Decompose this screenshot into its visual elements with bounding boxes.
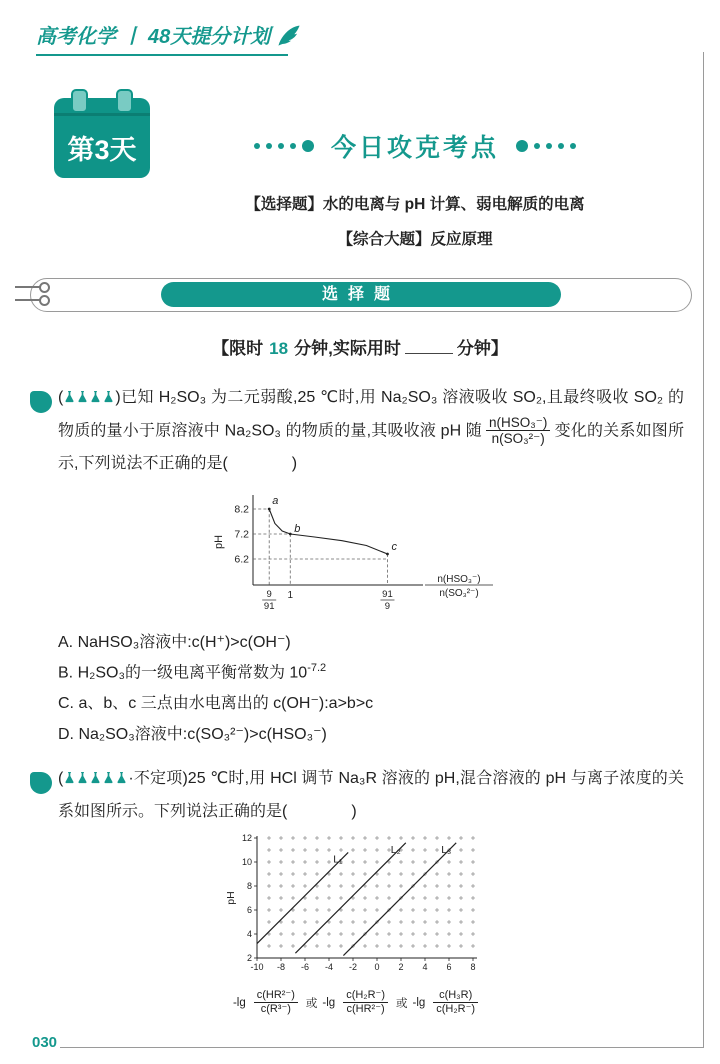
difficulty-flasks xyxy=(63,770,128,787)
option-A: A. NaHSO₃溶液中:c(H⁺)>c(OH⁻) xyxy=(58,633,291,651)
question-1-text-after: 变化的关系如图所示,下列说法不正确的是( ) xyxy=(58,422,684,472)
section-title: 选择题 xyxy=(161,282,561,307)
chart-ph-vs-ratio xyxy=(30,485,684,622)
svg-text:n(SO₃²⁻): n(SO₃²⁻) xyxy=(439,587,479,599)
binder-ring-icon xyxy=(39,282,50,293)
question-2 xyxy=(13,763,684,1016)
page-border-bottom xyxy=(60,1047,704,1048)
flask-icon xyxy=(116,771,127,784)
svg-text:-8: -8 xyxy=(276,962,286,973)
question-1-text-before: 已知 H₂SO₃ 为二元弱酸,25 ℃时,用 Na₂SO₃ 溶液吸收 SO₂,且最终吸收 SO₂ 的物质的量小于原溶液中 Na₂SO₃ 的物质的量,其吸收液 pH 随 xyxy=(58,389,684,440)
day-badge-label: 第3天 xyxy=(67,135,137,165)
calendar-binding-line xyxy=(54,113,150,116)
timer-minutes: 18 xyxy=(269,339,289,358)
svg-text:pH: pH xyxy=(225,891,237,906)
fraction-numerator: n(HSO₃⁻) xyxy=(486,415,550,432)
svg-text:7.2: 7.2 xyxy=(234,528,249,541)
difficulty-flasks xyxy=(63,389,115,406)
flask-icon xyxy=(90,390,101,403)
page-number: 030 xyxy=(32,1034,58,1051)
focus-title-row xyxy=(150,128,680,164)
flask-icon xyxy=(77,771,88,784)
svg-text:91: 91 xyxy=(382,588,393,600)
chart1-svg xyxy=(207,485,507,617)
header-series: 48天提分计划 xyxy=(148,26,271,48)
option-B: B. H₂SO₃的一级电离平衡常数为 $10^{-7.2}$ xyxy=(58,662,327,682)
question-2-text-body: 25 ℃时,用 HCl 调节 Na₃R 溶液的 pH,混合溶液的 pH 与离子浓度的关系如图所示。下列说法正确的是( ) xyxy=(58,769,684,820)
svg-text:4: 4 xyxy=(246,929,252,940)
svg-text:6: 6 xyxy=(246,905,252,916)
svg-text:-10: -10 xyxy=(250,962,264,973)
svg-text:8: 8 xyxy=(470,962,476,973)
dots-right-icon xyxy=(513,137,579,155)
question-1-options xyxy=(58,628,684,751)
flask-icon xyxy=(103,771,114,784)
day-badge xyxy=(54,98,150,178)
header-underline xyxy=(36,54,288,56)
svg-text:L₁: L₁ xyxy=(333,853,343,866)
questions-area xyxy=(13,382,684,1022)
binder-ring-icon xyxy=(39,295,50,306)
difficulty-open-paren: ( xyxy=(58,389,64,406)
svg-text:n(HSO₃⁻): n(HSO₃⁻) xyxy=(437,573,481,585)
svg-text:-4: -4 xyxy=(324,962,334,973)
svg-text:pH: pH xyxy=(213,534,225,549)
flask-icon xyxy=(103,390,114,403)
time-limit-line xyxy=(0,334,720,359)
svg-text:6: 6 xyxy=(446,962,452,973)
flask-icon xyxy=(90,771,101,784)
question-1-number-badge: 1 xyxy=(30,391,52,413)
section-banner xyxy=(30,278,692,312)
focus-line-choice: 【选择题】水的电离与 pH 计算、弱电解质的电离 xyxy=(245,196,585,213)
lg-prefix: -lg xyxy=(232,996,246,1009)
svg-text:c: c xyxy=(391,540,397,553)
actual-time-blank xyxy=(405,338,453,354)
svg-text:1: 1 xyxy=(287,589,294,601)
calendar-tab-icon xyxy=(116,89,133,113)
svg-text:91: 91 xyxy=(263,600,275,612)
svg-text:6.2: 6.2 xyxy=(234,553,249,566)
svg-text:0: 0 xyxy=(374,962,380,973)
difficulty-close-paren: ) xyxy=(115,389,121,406)
focus-line-comprehensive: 【综合大题】反应原理 xyxy=(337,231,493,248)
svg-text:L₃: L₃ xyxy=(441,844,452,857)
header-separator: 丨 xyxy=(122,26,142,48)
question-1-text xyxy=(13,382,684,481)
log-fraction-1: $\frac{\text{c(HR²⁻)}}{\text{c(R³⁻)}}$ xyxy=(254,989,298,1015)
svg-text:a: a xyxy=(272,494,279,507)
lg-prefix: -lg xyxy=(322,996,336,1009)
timer-close: 分钟】 xyxy=(456,339,508,358)
log-fraction-2: $\frac{\text{c(H₂R⁻)}}{\text{c(HR²⁻)}}$ xyxy=(343,989,388,1015)
focus-title: 今日攻克考点 xyxy=(330,134,499,162)
svg-text:10: 10 xyxy=(241,857,252,868)
difficulty-close-paren: ) xyxy=(182,769,188,787)
difficulty-open-paren: ( xyxy=(58,769,64,787)
svg-text:b: b xyxy=(294,522,301,535)
chart-ph-vs-log-ratio xyxy=(30,832,684,1015)
calendar-tab-icon xyxy=(71,89,88,113)
flask-icon xyxy=(77,390,88,403)
ratio-fraction xyxy=(486,415,550,447)
focus-lines xyxy=(150,192,680,262)
svg-text:9: 9 xyxy=(266,588,272,600)
header-brand: 高考化学 xyxy=(36,26,116,48)
svg-text:4: 4 xyxy=(422,962,428,973)
question-2-number-badge: 2 xyxy=(30,772,52,794)
timer-open: 【限时 xyxy=(212,339,264,358)
question-1 xyxy=(13,382,684,751)
or-joiner: 或 xyxy=(305,997,318,1010)
chart2-x-axis-label xyxy=(30,989,684,1015)
svg-text:L₂: L₂ xyxy=(390,844,401,857)
flask-icon xyxy=(64,390,75,403)
option-D: D. Na₂SO₃溶液中:c(SO₃²⁻)>c(HSO₃⁻) xyxy=(58,726,327,744)
difficulty-suffix: ·不定项 xyxy=(128,769,183,787)
chart2-svg xyxy=(223,832,491,982)
fraction-denominator: n(SO₃²⁻) xyxy=(491,431,545,447)
feather-icon xyxy=(276,22,302,48)
svg-text:-6: -6 xyxy=(300,962,310,973)
option-C: C. a、b、c 三点由水电离出的 c(OH⁻):a>b>c xyxy=(58,695,374,713)
svg-text:8: 8 xyxy=(246,881,252,892)
page-border-right xyxy=(703,52,704,1048)
svg-text:12: 12 xyxy=(241,833,252,844)
dots-left-icon xyxy=(251,137,317,155)
lg-prefix: -lg xyxy=(412,996,426,1009)
svg-text:-2: -2 xyxy=(348,962,358,973)
log-fraction-3: $\frac{\text{c(H₃R)}}{\text{c(H₂R⁻)}}$ xyxy=(433,989,478,1015)
svg-text:2: 2 xyxy=(398,962,404,973)
flask-icon xyxy=(64,771,75,784)
question-2-text xyxy=(13,763,684,829)
svg-text:2: 2 xyxy=(246,953,252,964)
page-header xyxy=(36,20,302,49)
svg-text:8.2: 8.2 xyxy=(234,503,249,516)
svg-text:9: 9 xyxy=(384,600,391,612)
timer-middle: 分钟,实际用时 xyxy=(294,339,401,358)
or-joiner: 或 xyxy=(395,997,408,1010)
